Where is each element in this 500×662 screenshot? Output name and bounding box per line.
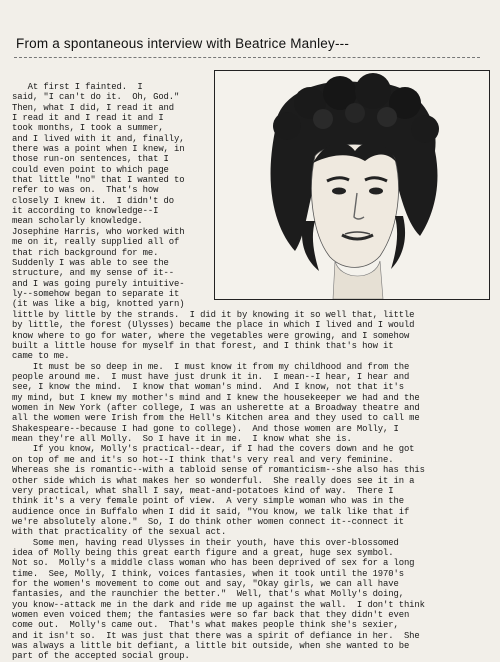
text-line: that little "no" that I wanted to (12, 175, 185, 186)
text-line: At first I fainted. I (12, 82, 143, 92)
text-line: and I lived with it and, finally, (12, 133, 185, 144)
text-line: Then, what I did, I read it and (12, 102, 175, 113)
text-line: Shakespeare--because I had gone to college). And those women are Molly, I (12, 423, 399, 434)
text-line: and I was going purely intuitive- (12, 278, 185, 289)
text-line: said, "I can't do it. Oh, God." (12, 92, 180, 103)
text-line: structure, and my sense of it-- (12, 268, 175, 279)
text-line: built a little house for myself in that forest, and I think that's how it (12, 341, 394, 352)
text-line: (it was like a big, knotted yarn) (12, 299, 185, 310)
text-line: there was a point when I knew, in (12, 144, 185, 155)
portrait-illustration (215, 71, 489, 299)
text-line: refer to was on. That's how (12, 185, 159, 196)
text-line: people around me. I must have just drunk it in. I mean--I hear, I hear and (12, 372, 410, 383)
text-line: It must be so deep in me. I must know it from my childhood and from the (12, 361, 410, 372)
text-line: women in New York (after college, I was an usherette at a Broadway theatre and (12, 403, 420, 414)
text-line: audience once in Buffalo when I did it said, "You know, we talk like that if (12, 506, 410, 517)
text-line: part of the accepted social group. (12, 651, 190, 662)
full-width-text (12, 310, 488, 662)
left-column-text (12, 82, 212, 310)
text-line: ly--somehow began to separate it (12, 288, 180, 299)
text-line: and it isn't so. It was just that there was a spirit of defiance in her. She (12, 630, 420, 641)
text-line: I read it and I read it and I (12, 113, 164, 124)
text-line: Some men, having read Ulysses in their youth, have this over-blossomed (12, 537, 399, 548)
text-line: fantasies, and the raunchier the better." Well, that's what Molly's doing, (12, 589, 404, 600)
text-line: see, I know the mind. I know that woman's mind. And I know, not that it's (12, 382, 404, 393)
text-line: you know--attack me in the dark and ride me up against the wall. I don't think (12, 599, 425, 610)
text-line: we're absolutely alone." So, I do think other women connect it--connect it (12, 516, 404, 527)
text-line: for the women's movement to come out and say, "Okay girls, we can all have (12, 578, 399, 589)
text-line: Not so. Molly's a middle class woman who has been deprived of sex for a long (12, 558, 415, 569)
text-line: Suddenly I was able to see the (12, 257, 169, 268)
text-line: other side which is what makes her so wonderful. She really does see it in a (12, 475, 415, 486)
text-line: my mind, but I knew my mother's mind and I knew the housekeeper we had and the (12, 392, 420, 403)
text-line: all the women were Irish from the Hell's Kitchen area and they used to call me (12, 413, 420, 424)
text-line: idea of Molly being this great earth figure and a great, huge sex symbol. (12, 547, 394, 558)
text-line: on top of me and it's so hot--I think that's very real and very feminine. (12, 454, 394, 465)
text-line: come out. Molly's came out. That's what makes people think she's sexier, (12, 620, 399, 631)
text-line: was always a little bit defiant, a little bit outside, when she wanted to be (12, 641, 410, 651)
text-line: time. See, Molly, I think, voices fantasies, when it took until the 1970's (12, 568, 404, 579)
text-line: very practical, what shall I say, meat-and-potatoes kind of way. There I (12, 485, 394, 496)
text-line: those run-on sentences, that I (12, 154, 169, 165)
text-line: mean they're all Molly. So I have it in me. I know what she is. (12, 434, 352, 445)
text-line: that rich background for me. (12, 247, 159, 258)
text-line: by little, the forest (Ulysses) became the place in which I lived and I would (12, 320, 415, 331)
text-line: took months, I took a summer, (12, 123, 164, 134)
text-line: it according to knowledge--I (12, 206, 159, 217)
page-heading: From a spontaneous interview with Beatrice Manley--- (16, 36, 350, 51)
text-line: came to me. (12, 351, 70, 362)
text-line: know where to go for water, where the vegetables were growing, and I somehow (12, 330, 410, 341)
text-line: could even point to which page (12, 164, 169, 175)
text-line: Whereas she is romantic--with a tabloid sense of romanticism--she also has this (12, 465, 425, 476)
text-line: think it's a very female point of view. A very simple woman who was in the (12, 496, 404, 507)
text-line: me on it, really supplied all of (12, 237, 180, 248)
heading-divider (14, 57, 480, 58)
portrait-photo (214, 70, 490, 300)
text-line: If you know, Molly's practical--dear, if I had the covers down and he got (12, 444, 415, 455)
text-line: mean scholarly knowledge. (12, 216, 143, 227)
text-line: women even voiced them; the fantasies were so far back that they didn't even (12, 609, 410, 620)
text-line: with that practicality of the sexual act. (12, 527, 227, 538)
text-line: little by little by the strands. I did it by knowing it so well that, little (12, 310, 415, 320)
text-line: Josephine Harris, who worked with (12, 226, 185, 237)
text-line: closely I knew it. I didn't do (12, 195, 175, 206)
